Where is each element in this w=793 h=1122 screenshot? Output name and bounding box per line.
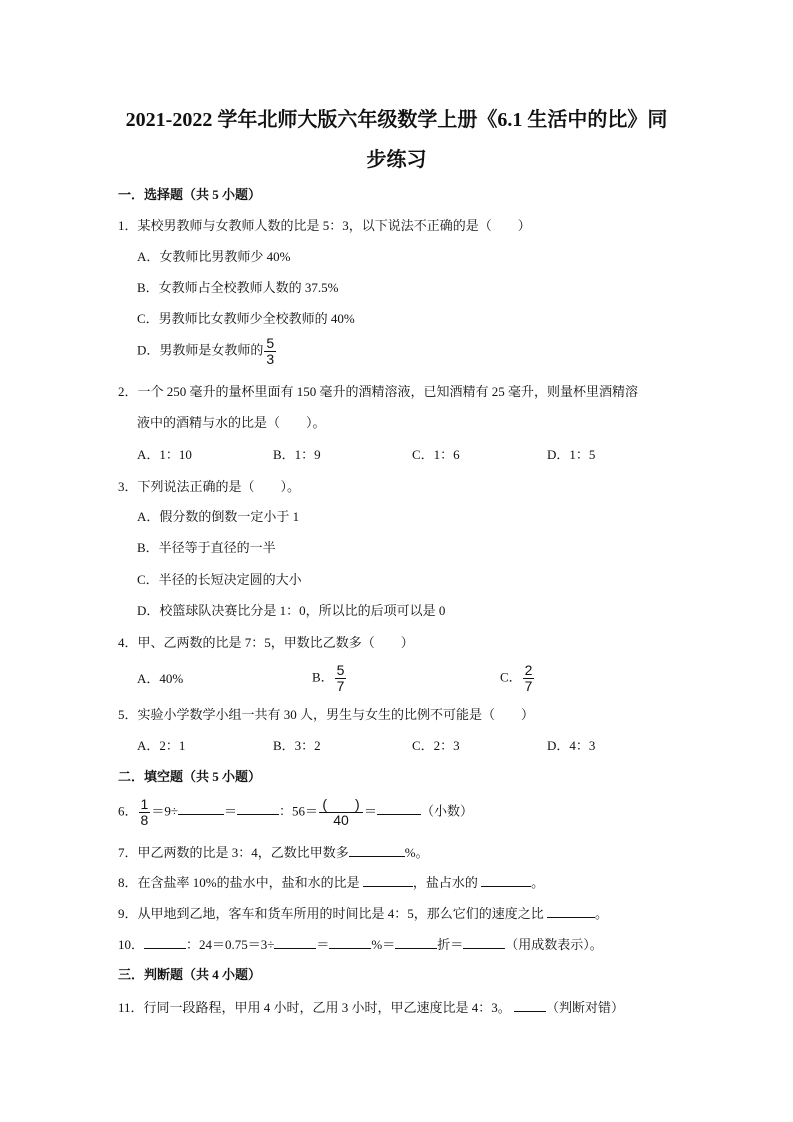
q5-option-a: A．2：1 (137, 738, 186, 753)
q2-option-d: D．1：5 (547, 447, 596, 462)
question-1: 1．某校男教师与女教师人数的比是 5：3，以下说法不正确的是（ ） (118, 218, 531, 233)
answer-blank[interactable] (547, 904, 595, 918)
answer-blank[interactable] (144, 935, 186, 949)
section-judge: 三．判断题（共 4 小题） (118, 967, 262, 982)
question-4: 4．甲、乙两数的比是 7：5，甲数比乙数多（ ） (118, 635, 414, 650)
fraction: $\frac{1}{8}$ (140, 796, 149, 828)
q3-option-c: C．半径的长短决定圆的大小 (137, 572, 302, 587)
question-6: 6． $\frac{1}{8}$ ＝9÷ ＝ ：56＝ $\frac{( )}{40}$ ＝ （小数） (118, 796, 474, 828)
q5-option-d: D．4：3 (547, 738, 596, 753)
q1-option-a: A．女教师比男教师少 40% (137, 249, 291, 264)
question-2: 2．一个 250 毫升的量杯里面有 150 毫升的酒精溶液，已知酒精有 25 毫升，则量杯里酒精溶 (118, 384, 639, 399)
answer-blank[interactable] (349, 843, 405, 857)
answer-blank[interactable] (237, 801, 279, 815)
q3-option-a: A．假分数的倒数一定小于 1 (137, 509, 300, 524)
q1-d-text: D．男教师是女教师的 (137, 342, 264, 358)
q4-option-a: A．40% (137, 671, 184, 686)
q5-option-c: C．2：3 (412, 738, 460, 753)
q4-option-b: B． $\frac{5}{7}$ (312, 662, 345, 694)
q1-option-b: B．女教师占全校教师人数的 37.5% (137, 280, 339, 295)
answer-blank[interactable] (463, 935, 505, 949)
question-5: 5．实验小学数学小组一共有 30 人，男生与女生的比例不可能是（ ） (118, 707, 535, 722)
answer-blank[interactable] (329, 935, 371, 949)
section-fill: 二．填空题（共 5 小题） (118, 769, 262, 784)
question-3: 3．下列说法正确的是（ ）。 (118, 479, 301, 494)
answer-blank[interactable] (377, 801, 421, 815)
answer-blank[interactable] (395, 935, 437, 949)
answer-blank[interactable] (514, 998, 546, 1012)
fraction: $\frac{5}{7}$ (336, 662, 345, 694)
q2-option-c: C．1：6 (412, 447, 460, 462)
question-9: 9．从甲地到乙地，客车和货车所用的时间比是 4：5，那么它们的速度之比 。 (118, 906, 609, 921)
question-2-cont: 液中的酒精与水的比是（ ）。 (137, 415, 326, 430)
fraction: $\frac{2}{7}$ (524, 662, 533, 694)
q1-option-d (137, 336, 277, 367)
document-title: 2021-2022 学年北师大版六年级数学上册《6.1 生活中的比》同 (125, 109, 668, 131)
q1-option-c: C．男教师比女教师少全校教师的 40% (137, 311, 355, 326)
document-title-cont: 步练习 (366, 149, 427, 171)
answer-blank[interactable] (178, 801, 224, 815)
answer-blank[interactable] (481, 873, 531, 887)
section-choice: 一．选择题（共 5 小题） (118, 187, 262, 202)
answer-blank[interactable] (274, 935, 316, 949)
q2-option-b: B．1：9 (273, 447, 321, 462)
fraction: $\frac{5}{3}$ (266, 335, 275, 367)
question-8: 8．在含盐率 10%的盐水中，盐和水的比是 ，盐占水的 。 (118, 875, 545, 890)
question-7: 7．甲乙两数的比是 3：4，乙数比甲数多 %。 (118, 845, 429, 860)
q5-option-b: B．3：2 (273, 738, 321, 753)
question-10: 10． ：24＝0.75＝3÷ ＝ %＝ 折＝ （用成数表示）。 (118, 937, 603, 952)
answer-blank[interactable] (363, 873, 413, 887)
q4-option-c: C． $\frac{2}{7}$ (500, 662, 533, 694)
question-11: 11．行同一段路程，甲用 4 小时，乙用 3 小时，甲乙速度比是 4：3。 （判断对错） (118, 1000, 625, 1015)
q3-option-d: D．校篮球队决赛比分是 1：0，所以比的后项可以是 0 (137, 603, 446, 618)
fraction: $\frac{( )}{40}$ (319, 797, 363, 828)
q3-option-b: B．半径等于直径的一半 (137, 540, 276, 555)
q2-option-a: A．1：10 (137, 447, 192, 462)
